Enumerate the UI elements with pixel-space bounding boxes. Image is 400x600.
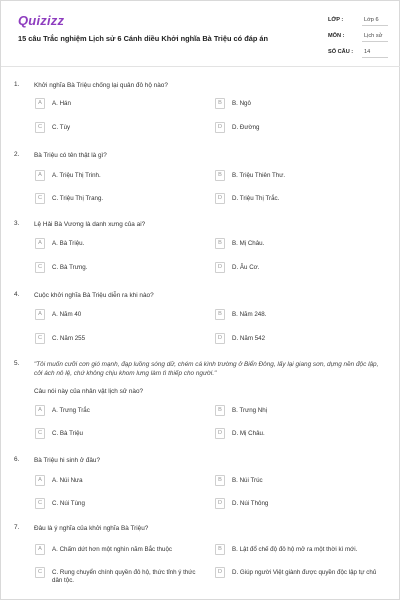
option-letter-box: B — [215, 309, 225, 320]
option-text: B. Lật đổ chế độ đô hộ mở ra một thời kì mới. — [232, 546, 358, 553]
option-text: D. Triệu Thị Trắc. — [232, 195, 280, 202]
option-text: A. Trưng Trắc — [52, 407, 90, 414]
option-letter-box: D — [215, 498, 225, 509]
question-quote: "Tôi muốn cưỡi cơn gió mạnh, đạp luồng sóng dữ, chém cá kình trường ở Biển Đông, lấy lại giang sơn, dựng nền độc lập, cởi ách nô lệ, chứ không chịu khom lưng làm tì thiếp cho người." — [34, 361, 379, 377]
option-letter-box: D — [215, 333, 225, 344]
option-c[interactable] — [35, 498, 205, 511]
quizizz-logo[interactable]: Quizizz — [18, 13, 65, 28]
option-letter-box: B — [215, 405, 225, 416]
option-d[interactable] — [215, 193, 385, 206]
meta-subject-value: Lịch sử — [362, 31, 388, 42]
option-a[interactable] — [35, 309, 205, 322]
option-letter-box: A — [35, 238, 45, 249]
option-text: A. Năm 40 — [52, 311, 82, 318]
question-number: 1. — [14, 81, 20, 88]
option-c[interactable] — [35, 567, 205, 584]
option-c[interactable] — [35, 333, 205, 346]
option-text: B. Triệu Thiên Thư. — [232, 172, 286, 179]
option-text: B. Mị Châu. — [232, 240, 265, 247]
option-letter-box: C — [35, 193, 45, 204]
option-text: B. Núi Trúc — [232, 477, 263, 484]
meta-class — [328, 15, 392, 27]
option-letter-box: D — [215, 193, 225, 204]
option-text: A. Chấm dứt hơn một nghìn năm Bắc thuộc — [52, 546, 172, 553]
option-letter-box: A — [35, 405, 45, 416]
option-letter-box: B — [215, 238, 225, 249]
option-b[interactable] — [215, 98, 385, 111]
option-text: D. Âu Cơ. — [232, 264, 260, 271]
option-letter-box: C — [35, 498, 45, 509]
option-text: A. Hán — [52, 100, 71, 107]
option-c[interactable] — [35, 122, 205, 135]
option-letter-box: A — [35, 475, 45, 486]
option-b[interactable] — [215, 544, 385, 557]
option-text: C. Năm 255 — [52, 335, 86, 342]
option-a[interactable] — [35, 238, 205, 251]
option-d[interactable] — [215, 567, 385, 580]
option-letter-box: C — [35, 262, 45, 273]
option-a[interactable] — [35, 544, 205, 557]
option-letter-box: B — [215, 170, 225, 181]
option-letter-box: B — [215, 98, 225, 109]
option-letter-box: B — [215, 475, 225, 486]
option-b[interactable] — [215, 405, 385, 418]
option-letter-box: C — [35, 428, 45, 439]
option-letter-box: B — [215, 544, 225, 555]
question-text: Bà Triệu có tên thật là gì? — [34, 152, 107, 159]
option-text: A. Triệu Thị Trinh. — [52, 172, 101, 179]
option-text: D. Mị Châu. — [232, 430, 265, 437]
meta-subject — [328, 31, 392, 43]
option-text: D. Năm 542 — [232, 335, 266, 342]
question-text: Cuộc khởi nghĩa Bà Triệu diễn ra khi nào? — [34, 292, 154, 299]
question-number: 3. — [14, 220, 20, 227]
question-number: 4. — [14, 291, 20, 298]
option-b[interactable] — [215, 238, 385, 251]
option-d[interactable] — [215, 498, 385, 511]
option-letter-box: D — [215, 428, 225, 439]
option-b[interactable] — [215, 170, 385, 183]
option-letter-box: A — [35, 544, 45, 555]
meta-class-label: LỚP : — [328, 17, 344, 23]
question-text: Khởi nghĩa Bà Triệu chống lại quân đô hộ nào? — [34, 82, 168, 89]
question-number: 2. — [14, 151, 20, 158]
meta-question-count-value: 14 — [362, 47, 388, 58]
option-letter-box: C — [35, 122, 45, 133]
option-letter-box: D — [215, 262, 225, 273]
option-d[interactable] — [215, 122, 385, 135]
option-letter-box: C — [35, 567, 45, 578]
option-a[interactable] — [35, 405, 205, 418]
option-letter-box: D — [215, 122, 225, 133]
option-letter-box: A — [35, 309, 45, 320]
question-text: Bà Triệu hi sinh ở đâu? — [34, 457, 101, 464]
option-text: C. Triệu Thị Trang. — [52, 195, 104, 202]
option-b[interactable] — [215, 475, 385, 488]
option-c[interactable] — [35, 193, 205, 206]
option-text: B. Trưng Nhị — [232, 407, 268, 414]
question-text: Câu nói này của nhân vật lịch sử nào? — [34, 388, 144, 395]
option-b[interactable] — [215, 309, 385, 322]
option-text: D. Núi Thông — [232, 500, 269, 507]
option-letter-box: A — [35, 170, 45, 181]
option-text: B. Ngô — [232, 100, 251, 107]
option-text: D. Đường — [232, 124, 260, 131]
option-text: A. Bà Triệu. — [52, 240, 85, 247]
option-text: A. Núi Nưa — [52, 477, 83, 484]
meta-subject-label: MÔN : — [328, 33, 345, 39]
option-text: C. Bà Trưng. — [52, 264, 88, 271]
option-a[interactable] — [35, 475, 205, 488]
option-d[interactable] — [215, 428, 385, 441]
meta-question-count-label: SỐ CÂU : — [328, 49, 354, 55]
option-c[interactable] — [35, 428, 205, 441]
worksheet-title: 15 câu Trắc nghiệm Lịch sử 6 Cánh diều Khởi nghĩa Bà Triệu có đáp án — [18, 34, 269, 43]
option-text: C. Rung chuyển chính quyền đô hộ, thức tỉnh ý thức dân tộc. — [52, 569, 196, 584]
worksheet-header — [1, 1, 400, 67]
question-text: Lệ Hải Bà Vương là danh xưng của ai? — [34, 221, 146, 228]
option-c[interactable] — [35, 262, 205, 275]
option-d[interactable] — [215, 262, 385, 275]
option-text: C. Núi Tùng — [52, 500, 85, 507]
option-letter-box: D — [215, 567, 225, 578]
question-number: 6. — [14, 456, 20, 463]
option-text: D. Giúp người Việt giành được quyền độc lập tự chủ — [232, 569, 377, 576]
option-d[interactable] — [215, 333, 385, 346]
meta-question-count — [328, 47, 392, 59]
option-text: C. Tùy — [52, 124, 71, 131]
option-letter-box: C — [35, 333, 45, 344]
question-number: 5. — [14, 360, 20, 367]
option-a[interactable] — [35, 170, 205, 183]
meta-class-value: Lớp 6 — [362, 15, 388, 26]
question-text: Đâu là ý nghĩa của khởi nghĩa Bà Triệu? — [34, 525, 149, 532]
option-a[interactable] — [35, 98, 205, 111]
option-text: B. Năm 248. — [232, 311, 267, 318]
option-letter-box: A — [35, 98, 45, 109]
question-number: 7. — [14, 524, 20, 531]
option-text: C. Bà Triệu — [52, 430, 83, 437]
